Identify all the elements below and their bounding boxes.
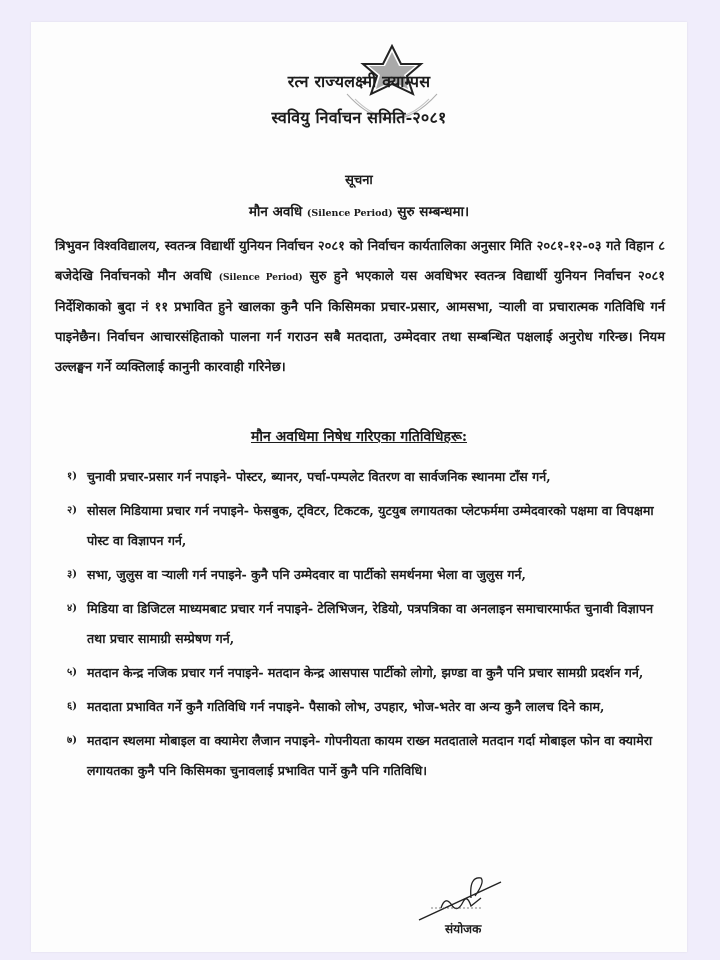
notice-document [31,22,687,952]
item-number: ४) [67,603,77,614]
list-item [67,726,667,786]
list-item [67,496,667,556]
notice-subject [31,202,687,220]
list-item [67,462,667,492]
item-text: मिडिया वा डिजिटल माध्यमबाट प्रचार गर्न नपाइने- टेलिभिजन, रेडियो, पत्रपत्रिका वा अनलाइन समाचारमार्फत चुनावी विज्ञापन तथा प्रचार सामाग्री सम्प्रेषण गर्न, [87,601,654,646]
item-number: ६) [67,701,77,712]
body-english: (Silence Period) [218,273,303,283]
prohibited-list [67,462,667,790]
prohibited-list-title: मौन अवधिमा निषेध गरिएका गतिविधिहरू: [250,429,468,445]
notice-label: सूचना [345,173,373,188]
campus-seal-stamp [327,44,457,154]
list-item [67,560,667,590]
body-part1: त्रिभुवन विश्वविद्यालय, स्वतन्त्र विद्यार्थी युनियन निर्वाचन २०८१ को निर्वाचन कार्यतालिका अनुसार मिति २०८१-१२-०३ गते विहान ८ बजेदेखि निर्वाचनको मौन अवधि [55,239,665,284]
subject-prefix: मौन अवधि [248,204,303,220]
item-number: ५) [67,667,77,678]
committee-name: स्ववियु निर्वाचन समिति-२०८१ [271,108,447,127]
item-number: ३) [67,569,77,580]
campus-name: रत्न राज्यलक्ष्मी क्याम्पस [287,72,431,91]
item-number: १) [67,471,77,482]
subject-suffix: सुरु सम्बन्धमा। [397,204,470,220]
item-text: मतदान स्थलमा मोबाइल वा क्यामेरा लैजान नपाइने- गोपनीयता कायम राख्न मतदाताले मतदान गर्दा मोबाइल फोन वा क्यामेरा लगायतका कुनै पनि किसिमका चुनावलाई प्रभावित पार्ने कुनै पनि गतिविधि। [87,733,653,778]
body-part2: सुरु हुने भएकाले यस अवधिभर स्वतन्त्र विद्यार्थी युनियन निर्वाचन २०८१ निर्देशिकाको बुदा नं ११ प्रभावित हुने खालका कुनै पनि किसिमका प्रचार-प्रसार, आमसभा, र्‍याली वा प्रचारात्मक गतिविधि गर्न पाइनेछैन। निर्वाचन आचारसंहिताको पालना गर्न गराउन सबै मतदाता, उम्मेदवार तथा सम्बन्धित पक्षलाई अनुरोध गरिन्छ। नियम उल्लङ्घन गर्ने व्यक्तिलाई कानुनी कारवाही गरिनेछ। [55,269,665,375]
item-number: ७) [67,735,77,746]
item-text: मतदान केन्द्र नजिक प्रचार गर्न नपाइने- मतदान केन्द्र आसपास पार्टीको लोगो, झण्डा वा कुनै पनि प्रचार सामग्री प्रदर्शन गर्न, [87,665,644,680]
signatory-title: संयोजक [445,922,482,936]
notice-body [55,232,665,383]
item-text: मतदाता प्रभावित गर्ने कुनै गतिविधि गर्न नपाइने- पैसाको लोभ, उपहार, भोज-भतेर वा अन्य कुनै लालच दिने काम, [87,699,605,714]
list-item [67,594,667,654]
list-item [67,692,667,722]
item-number: २) [67,505,77,516]
item-text: चुनावी प्रचार-प्रसार गर्न नपाइने- पोस्टर, ब्यानर, पर्चा-पम्पलेट वितरण वा सार्वजनिक स्थानमा टाँस गर्न, [87,469,551,484]
item-text: सोसल मिडियामा प्रचार गर्न नपाइने- फेसबुक, ट्विटर, टिकटक, युटयुब लगायतका प्लेटफर्ममा उम्मेदवारको पक्षमा वा विपक्षमा पोस्ट वा विज्ञापन गर्न, [87,503,654,548]
handwritten-signature [411,868,531,928]
item-text: सभा, जुलुस वा र्‍याली गर्न नपाइने- कुनै पनि उम्मेदवार वा पार्टीको समर्थनमा भेला वा जुलुस गर्न, [87,567,526,582]
subject-english: (Silence Period) [306,208,393,219]
list-item [67,658,667,688]
